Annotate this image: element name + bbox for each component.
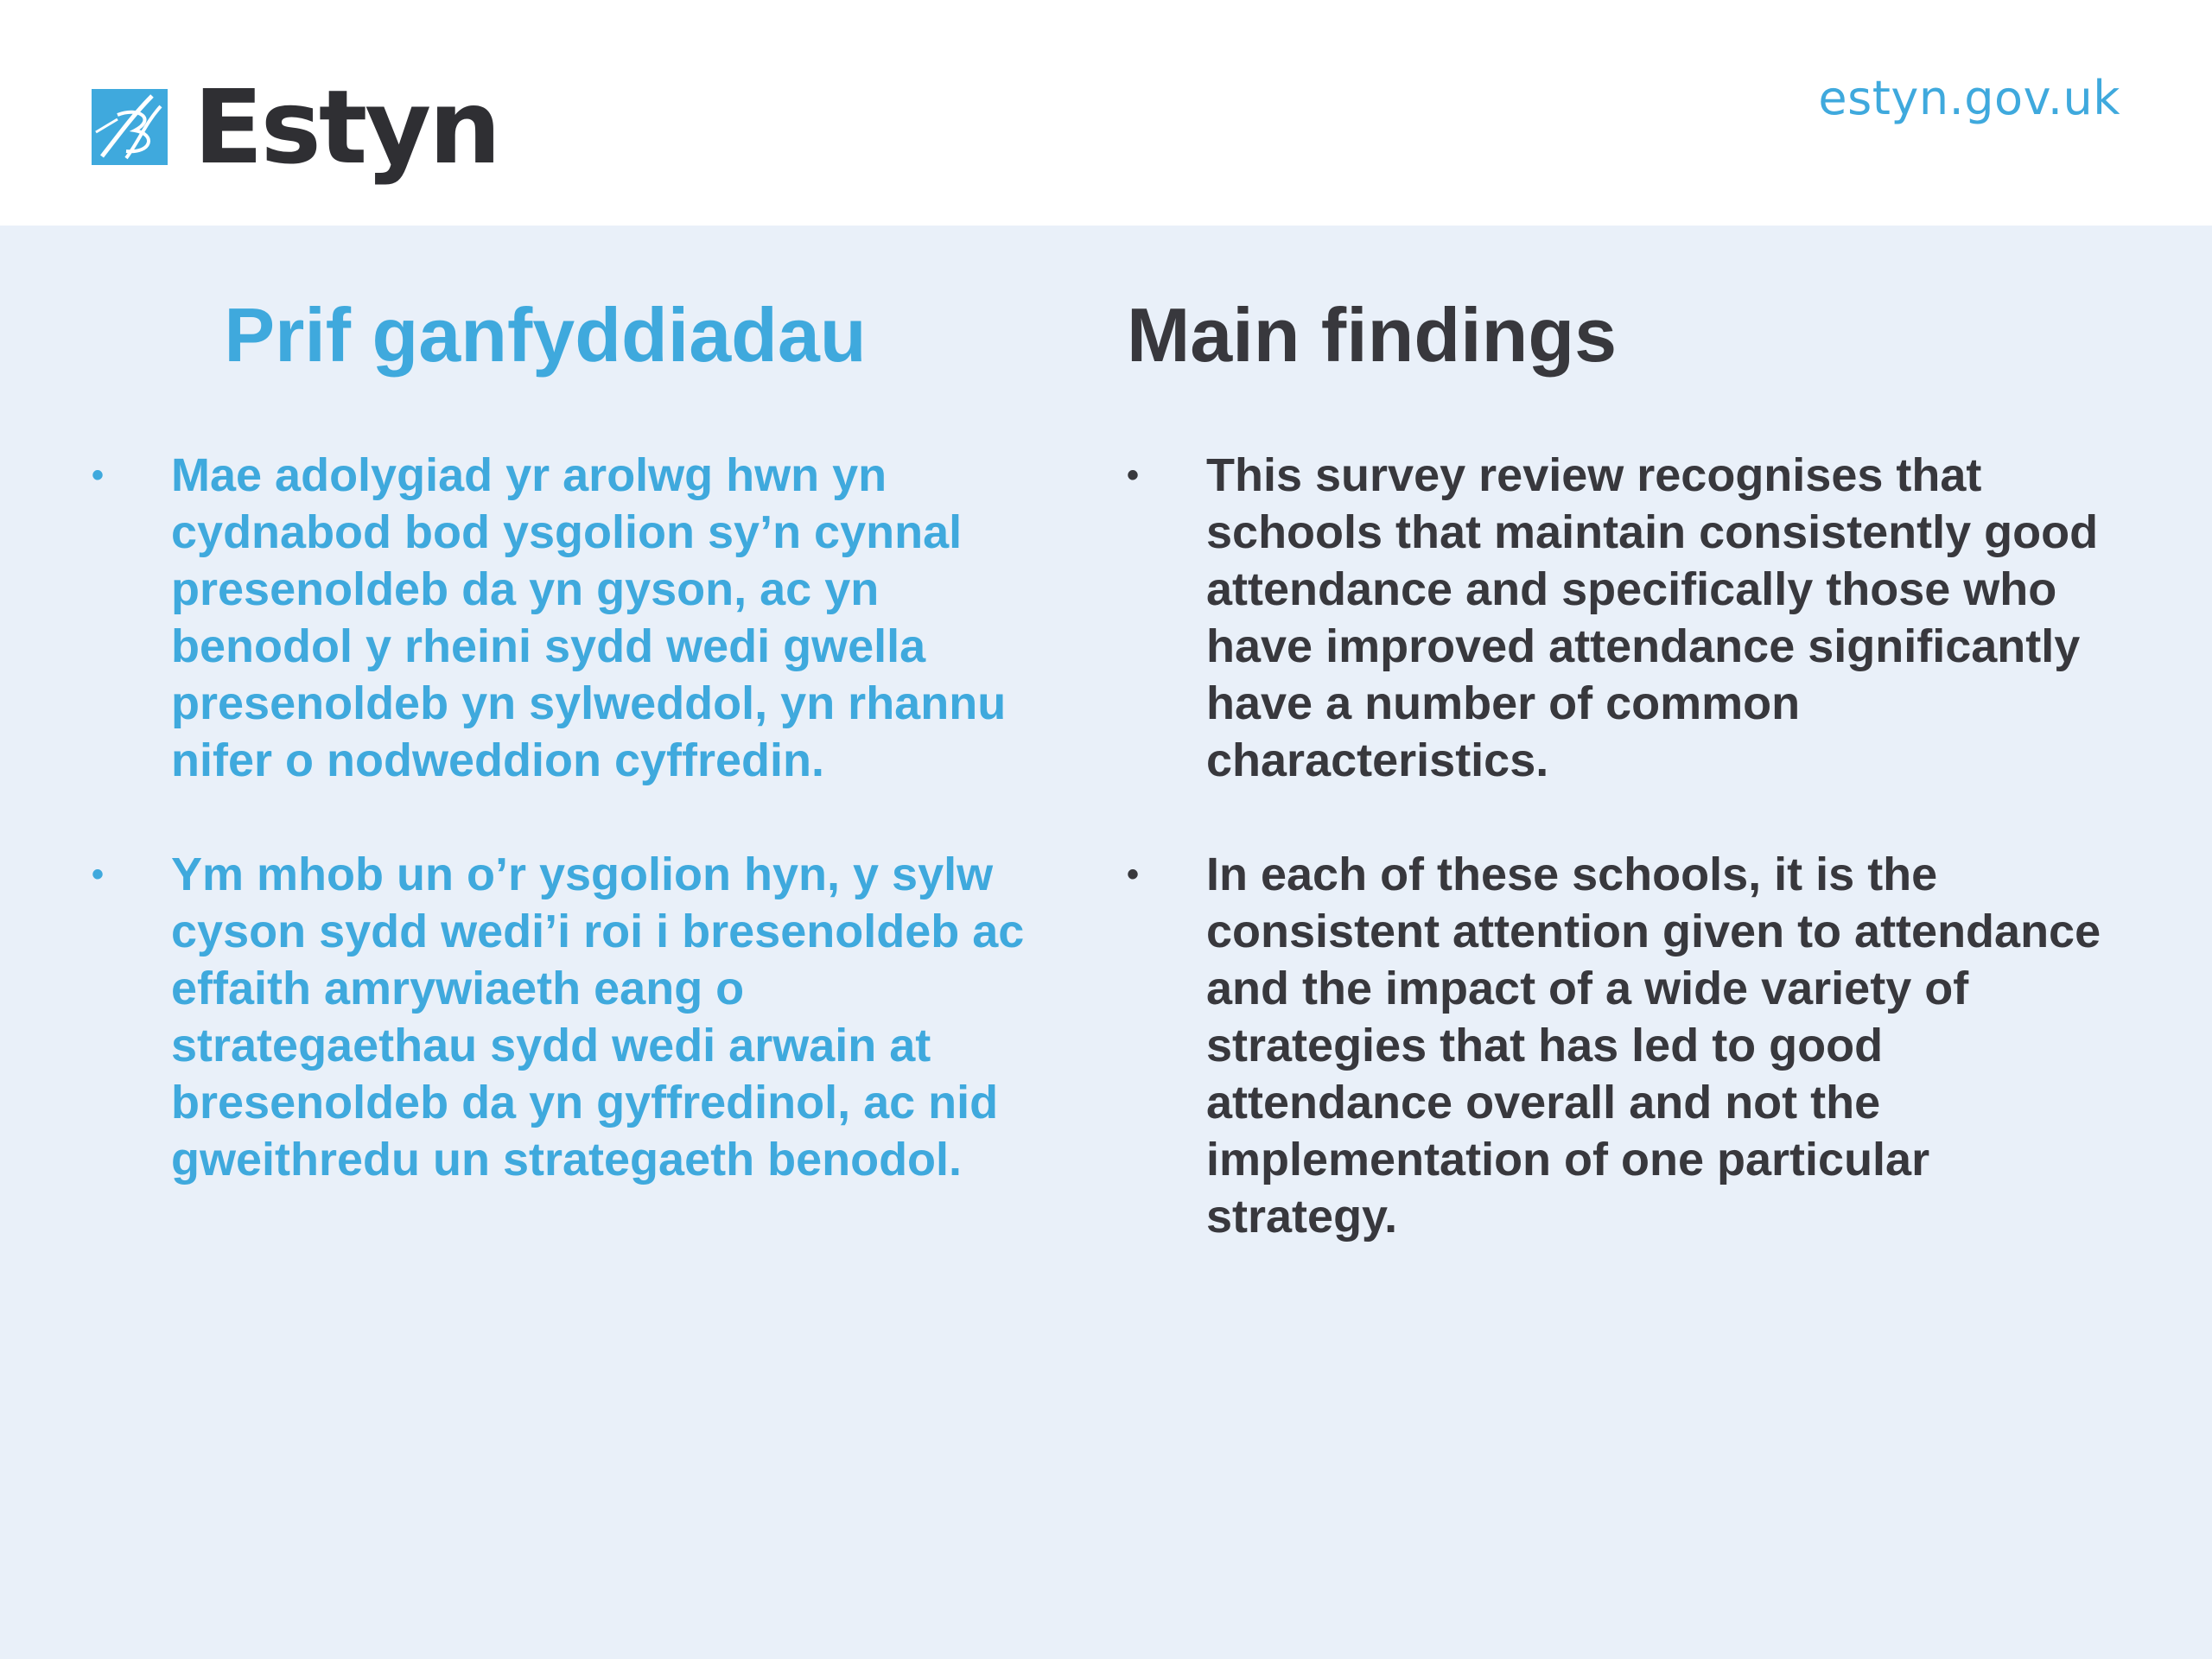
english-title: Main findings — [1127, 292, 1618, 378]
header-bar — [0, 0, 2212, 226]
estyn-logo-text: Estyn — [194, 67, 499, 187]
english-bullet-text: This survey review recognises that schools that maintain consistently good attendance and specifically those who have improved attendance significantly have a number of common characteristics. — [1206, 448, 2099, 786]
welsh-bullet-list — [92, 447, 1051, 1188]
estyn-logo-icon — [92, 89, 168, 165]
english-bullet-item — [1127, 846, 2129, 1245]
site-url-link[interactable]: estyn.gov.uk — [1818, 71, 2120, 125]
welsh-column — [92, 294, 1051, 1245]
bullet-icon: • — [1127, 455, 1140, 494]
welsh-bullet-item — [92, 846, 1051, 1188]
bullet-icon: • — [1127, 855, 1140, 893]
english-bullet-list — [1127, 447, 2129, 1245]
estyn-logo — [92, 67, 499, 187]
english-bullet-text: In each of these schools, it is the consistent attention given to attendance and the impact of a wide variety of strategies that has led to good attendance overall and not the implementation of one particular strategy. — [1206, 848, 2101, 1243]
bullet-icon: • — [92, 455, 105, 494]
english-column — [1127, 294, 2129, 1302]
bullet-icon: • — [92, 855, 105, 893]
english-bullet-item — [1127, 447, 2129, 789]
welsh-bullet-text: Mae adolygiad yr arolwg hwn yn cydnabod bod ysgolion sy’n cynnal presenoldeb da yn gyson, ac yn benodol y rheini sydd wedi gwella presenoldeb yn sylweddol, yn rhannu nifer o nodweddion cyffredin. — [171, 448, 1007, 786]
welsh-title: Prif ganfyddiadau — [224, 292, 867, 378]
welsh-bullet-text: Ym mhob un o’r ysgolion hyn, y sylw cyson sydd wedi’i roi i bresenoldeb ac effaith amrywiaeth eang o strategaethau sydd wedi arwain at bresenoldeb da yn gyffredinol, ac nid gweithredu un strategaeth benodol. — [171, 848, 1025, 1185]
welsh-bullet-item — [92, 447, 1051, 789]
